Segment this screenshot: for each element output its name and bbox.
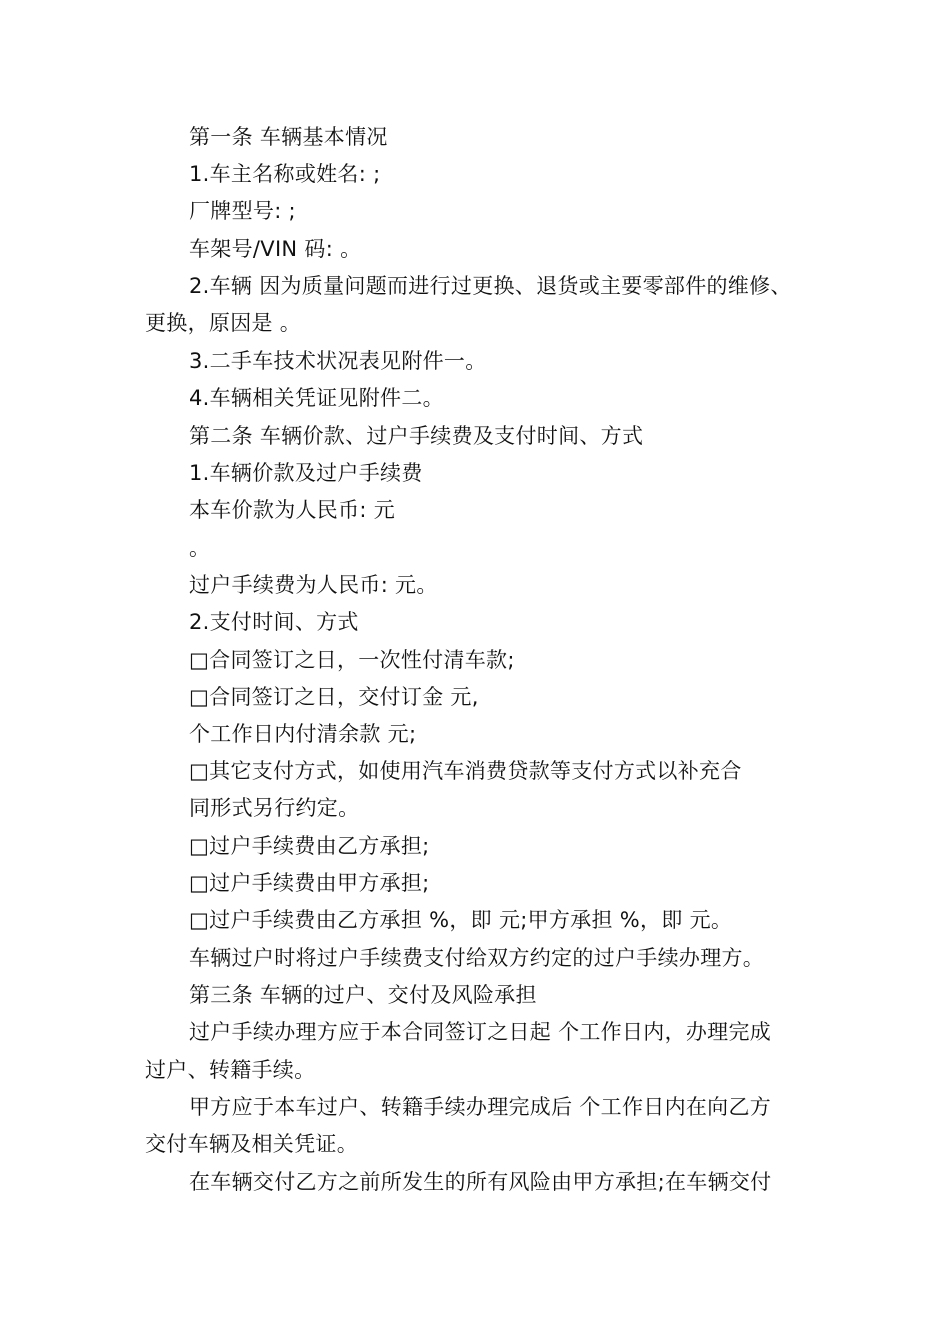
quality-issue-line-cont: 更换，原因是 。 bbox=[145, 311, 302, 335]
vehicle-price-line: 本车价款为人民币: 元 bbox=[189, 498, 396, 522]
owner-name-line: 1.车主名称或姓名: ; bbox=[189, 162, 381, 186]
delivery-line-cont: 交付车辆及相关凭证。 bbox=[145, 1132, 358, 1156]
payment-option-other: □其它支付方式，如使用汽车消费贷款等支付方式以补充合 bbox=[189, 759, 742, 783]
payment-option-deposit: □合同签订之日，交付订金 元, bbox=[189, 685, 479, 709]
vehicle-price-line-end: 。 bbox=[189, 536, 211, 560]
transfer-deadline-line: 过户手续办理方应于本合同签订之日起 个工作日内，办理完成 bbox=[189, 1020, 772, 1044]
fee-payment-note: 车辆过户时将过户手续费支付给双方约定的过户手续办理方。 bbox=[189, 946, 765, 970]
fee-option-split: □过户手续费由乙方承担 %，即 元;甲方承担 %，即 元。 bbox=[189, 908, 733, 932]
transfer-fee-line: 过户手续费为人民币: 元。 bbox=[189, 573, 438, 597]
payment-option-other-cont: 同形式另行约定。 bbox=[189, 796, 360, 820]
technical-status-line: 3.二手车技术状况表见附件一。 bbox=[189, 349, 487, 373]
payment-option-full: □合同签订之日，一次性付清车款; bbox=[189, 648, 515, 672]
fee-option-buyer: □过户手续费由乙方承担; bbox=[189, 834, 430, 858]
risk-line: 在车辆交付乙方之前所发生的所有风险由甲方承担;在车辆交付 bbox=[189, 1170, 772, 1194]
payment-option-deposit-cont: 个工作日内付清余款 元; bbox=[189, 722, 417, 746]
transfer-deadline-line-cont: 过户、转籍手续。 bbox=[145, 1058, 316, 1082]
brand-model-line: 厂牌型号: ; bbox=[189, 199, 296, 223]
fee-option-seller: □过户手续费由甲方承担; bbox=[189, 871, 430, 895]
price-and-fee-heading: 1.车辆价款及过户手续费 bbox=[189, 461, 423, 485]
article-2-heading: 第二条 车辆价款、过户手续费及支付时间、方式 bbox=[189, 424, 644, 448]
payment-heading: 2.支付时间、方式 bbox=[189, 610, 359, 634]
quality-issue-line: 2.车辆 因为质量问题而进行过更换、退货或主要零部件的维修、 bbox=[189, 274, 792, 298]
vehicle-documents-line: 4.车辆相关凭证见附件二。 bbox=[189, 386, 444, 410]
article-1-heading: 第一条 车辆基本情况 bbox=[189, 125, 388, 149]
article-3-heading: 第三条 车辆的过户、交付及风险承担 bbox=[189, 983, 537, 1007]
delivery-line: 甲方应于本车过户、转籍手续办理完成后 个工作日内在向乙方 bbox=[189, 1095, 772, 1119]
vin-line: 车架号/VIN 码: 。 bbox=[189, 237, 362, 261]
